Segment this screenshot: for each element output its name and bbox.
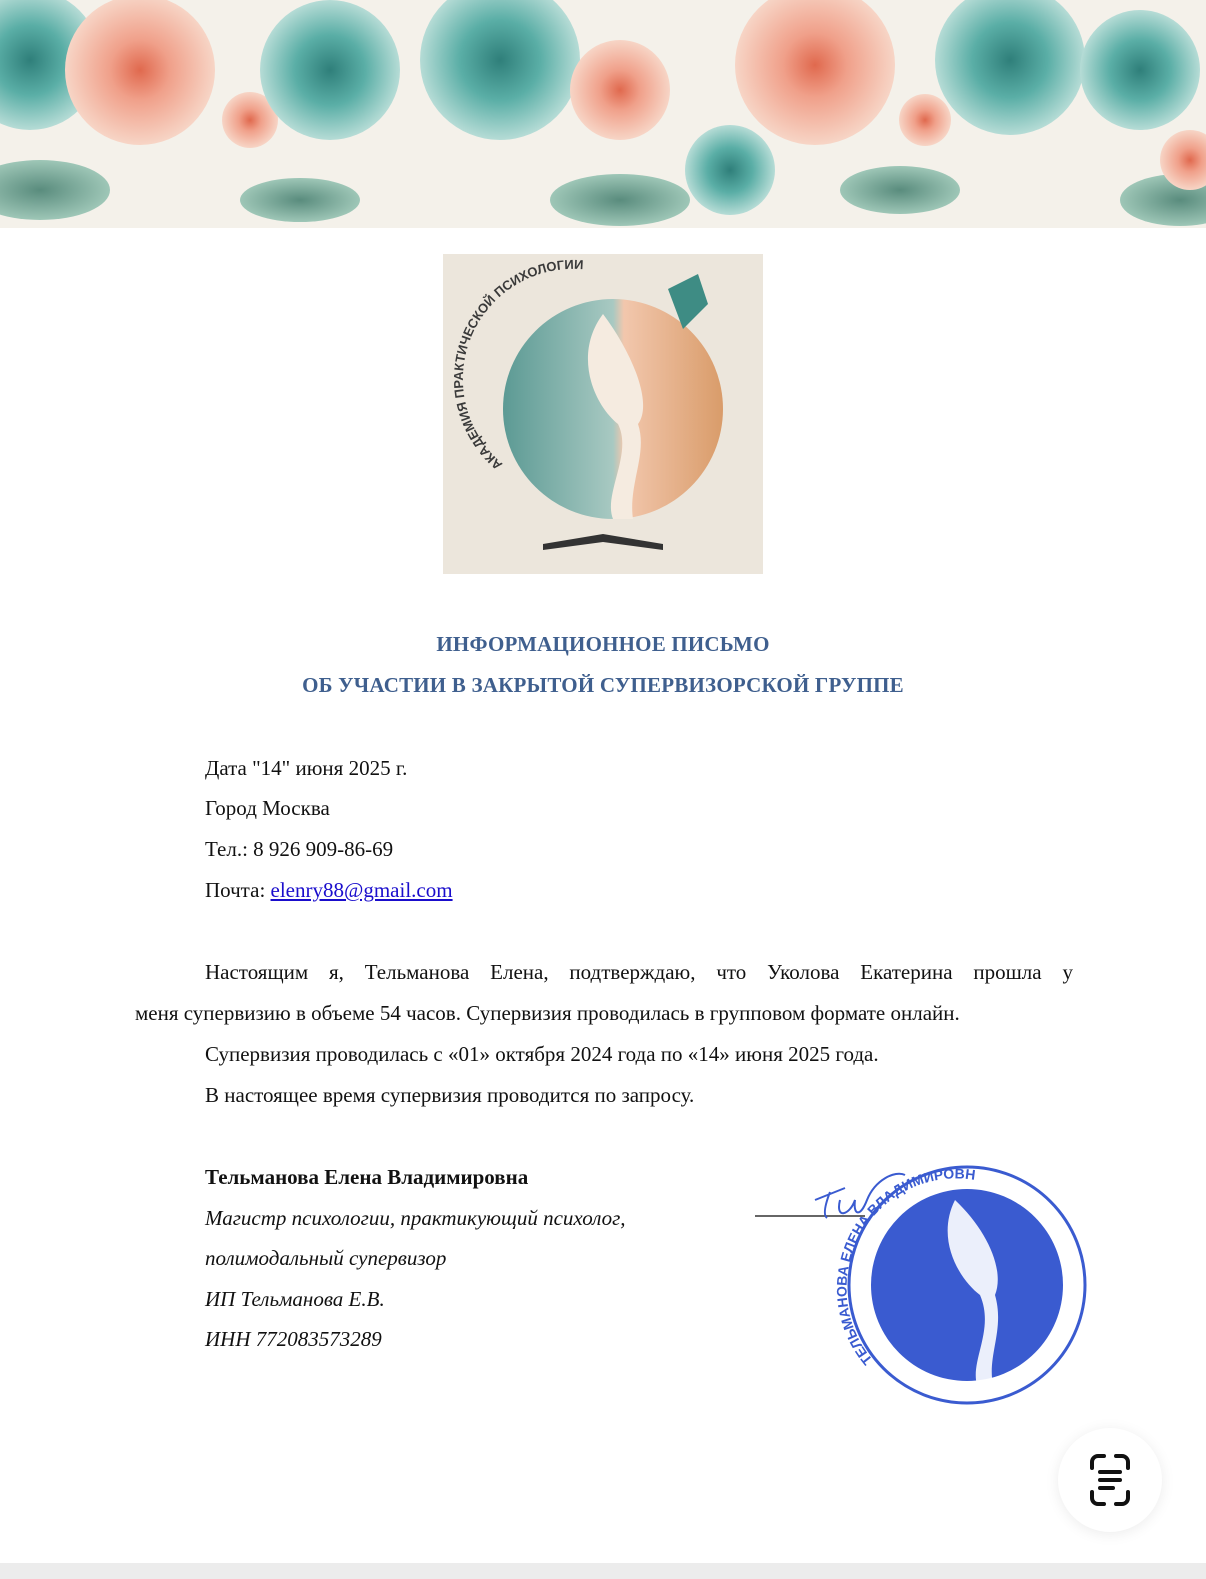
academy-logo — [443, 254, 763, 574]
floral-illustration — [0, 0, 1206, 228]
signatory-role-line2: полимодальный супервизор — [205, 1246, 447, 1270]
letter-city: Город Москва — [205, 796, 330, 820]
body-word: я, — [329, 960, 344, 984]
body-paragraph2: Супервизия проводилась с «01» октября 2024 года по «14» июня 2025 года. — [205, 1042, 879, 1066]
body-word: подтверждаю, — [569, 960, 696, 984]
signatory-role-line1: Магистр психологии, практикующий психолог, — [205, 1206, 626, 1230]
signature-and-stamp — [755, 1160, 1095, 1420]
signatory-inn: ИНН 772083573289 — [205, 1327, 382, 1351]
body-word: Настоящим — [205, 960, 309, 984]
live-text-scan-button[interactable] — [1058, 1428, 1162, 1532]
letter-date: Дата "14" июня 2025 г. — [205, 756, 408, 780]
email-link[interactable]: elenry88@gmail.com — [270, 878, 453, 902]
body-word: Уколова — [767, 960, 840, 984]
body-word: что — [716, 960, 747, 984]
body-paragraph3: В настоящее время супервизия проводится по запросу. — [205, 1083, 695, 1107]
signatory-name: Тельманова Елена Владимировна — [205, 1165, 529, 1189]
letter-phone: Тел.: 8 926 909-86-69 — [205, 837, 394, 861]
live-text-scan-icon — [1058, 1428, 1162, 1532]
body-paragraph1-line1 — [205, 960, 1073, 985]
letter-title-line1: ИНФОРМАЦИОННОЕ ПИСЬМО — [436, 632, 770, 656]
letter-title-line2: ОБ УЧАСТИИ В ЗАКРЫТОЙ СУПЕРВИЗОРСКОЙ ГРУППЕ — [302, 673, 904, 697]
floral-header-banner — [0, 0, 1206, 228]
svg-text:ТЕЛЬМАНОВА ЕЛЕНА ВЛАДИМИРОВНА: ТЕЛЬМАНОВА ЕЛЕНА ВЛАДИМИРОВН — [833, 1165, 977, 1369]
body-word: прошла — [973, 960, 1042, 984]
body-word: Тельманова — [364, 960, 470, 984]
bottom-edge — [0, 1563, 1206, 1579]
email-label: Почта: — [205, 878, 271, 902]
body-word: Елена, — [490, 960, 549, 984]
seal-stamp — [755, 1160, 1095, 1420]
signatory-ip: ИП Тельманова Е.В. — [205, 1287, 385, 1311]
body-paragraph1-line2: меня супервизию в объеме 54 часов. Супервизия проводилась в групповом формате онлайн. — [135, 1001, 960, 1025]
body-word: Екатерина — [860, 960, 953, 984]
academy-logo-emblem — [443, 254, 763, 574]
body-word: у — [1062, 960, 1073, 984]
svg-text:АКАДЕМИЯ ПРАКТИЧЕСКОЙ ПСИХОЛОГ: АКАДЕМИЯ ПРАКТИЧЕСКОЙ ПСИХОЛОГИИ — [450, 256, 584, 474]
letter-email-row — [205, 878, 453, 903]
